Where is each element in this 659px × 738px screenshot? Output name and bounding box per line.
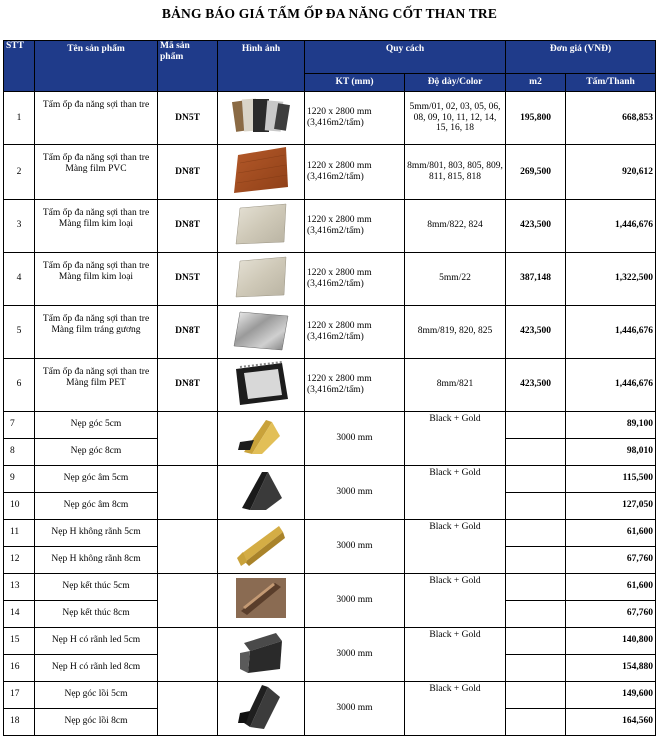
price-sheet-cell: 61,600 (566, 519, 656, 546)
product-code-cell (158, 411, 218, 465)
product-name-cell: Nẹp kết thúc 5cm (35, 573, 158, 600)
product-code-cell: DN8T (158, 199, 218, 252)
price-m2-cell (506, 519, 566, 546)
table-row (4, 519, 656, 546)
price-sheet-cell: 1,446,676 (566, 199, 656, 252)
product-image-cell (218, 92, 305, 145)
gold-h-trim-image (235, 522, 287, 570)
header-image: Hình ảnh (218, 41, 305, 92)
product-code-cell: DN8T (158, 358, 218, 411)
mirror-panel-image (230, 306, 292, 358)
stt-cell: 15 (4, 627, 35, 654)
stt-cell: 4 (4, 252, 35, 305)
kt-cell: 1220 x 2800 mm (3,416m2/tấm) (305, 145, 405, 200)
product-image-cell (218, 465, 305, 519)
product-code-cell (158, 627, 218, 681)
header-product-name: Tên sản phẩm (35, 41, 158, 92)
product-code-cell (158, 681, 218, 735)
product-image-cell (218, 305, 305, 358)
product-image-cell (218, 627, 305, 681)
kt-cell: 3000 mm (305, 681, 405, 735)
kt-cell: 1220 x 2800 mm (3,416m2/tấm) (305, 92, 405, 145)
product-image-cell (218, 199, 305, 252)
black-inner-corner-image (236, 468, 286, 516)
product-name-cell: Tấm ốp đa năng sợi than tre Màng film kim loại (35, 252, 158, 305)
price-m2-cell (506, 438, 566, 465)
kt-cell: 1220 x 2800 mm (3,416m2/tấm) (305, 199, 405, 252)
stt-cell: 17 (4, 681, 35, 708)
price-m2-cell (506, 411, 566, 438)
color-cell: Black + Gold (405, 519, 506, 573)
stt-cell: 5 (4, 305, 35, 358)
product-name-cell: Nẹp góc 8cm (35, 438, 158, 465)
product-image-cell (218, 519, 305, 573)
stt-cell: 16 (4, 654, 35, 681)
price-m2-cell (506, 654, 566, 681)
thickness-cell: 8mm/822, 824 (405, 199, 506, 252)
price-sheet-cell: 61,600 (566, 573, 656, 600)
table-row (4, 92, 656, 145)
price-m2-cell (506, 627, 566, 654)
product-name-cell: Nẹp góc 5cm (35, 411, 158, 438)
product-code-cell: DN8T (158, 145, 218, 200)
color-cell: Black + Gold (405, 681, 506, 735)
stt-cell: 11 (4, 519, 35, 546)
product-image-cell (218, 411, 305, 465)
price-sheet-cell: 67,760 (566, 600, 656, 627)
kt-cell: 1220 x 2800 mm (3,416m2/tấm) (305, 358, 405, 411)
header-stt: STT (4, 41, 35, 92)
black-outer-corner-image (236, 683, 286, 733)
table-row (4, 199, 656, 252)
price-m2-cell (506, 600, 566, 627)
price-sheet-cell: 1,322,500 (566, 252, 656, 305)
kt-cell: 1220 x 2800 mm (3,416m2/tấm) (305, 252, 405, 305)
product-image-cell (218, 573, 305, 627)
stt-cell: 18 (4, 708, 35, 735)
sample-swatches-image (230, 96, 292, 140)
product-code-cell: DN8T (158, 305, 218, 358)
product-code-cell (158, 519, 218, 573)
stt-cell: 12 (4, 546, 35, 573)
kt-cell: 3000 mm (305, 411, 405, 465)
product-name-cell: Nẹp góc lồi 5cm (35, 681, 158, 708)
product-image-cell (218, 358, 305, 411)
product-name-cell: Nẹp góc âm 8cm (35, 492, 158, 519)
table-row (4, 305, 656, 358)
thickness-cell: 8mm/801, 803, 805, 809, 811, 815, 818 (405, 145, 506, 200)
product-image-cell (218, 252, 305, 305)
table-row (4, 681, 656, 708)
price-m2-cell (506, 465, 566, 492)
thickness-cell: 8mm/819, 820, 825 (405, 305, 506, 358)
stt-cell: 6 (4, 358, 35, 411)
product-name-cell: Tấm ốp đa năng sợi than tre Màng film tráng gương (35, 305, 158, 358)
price-m2-cell (506, 681, 566, 708)
price-m2-cell: 423,500 (506, 305, 566, 358)
product-name-cell: Tấm ốp đa năng sợi than tre Màng film kim loại (35, 199, 158, 252)
table-row (4, 411, 656, 438)
price-sheet-cell: 164,560 (566, 708, 656, 735)
price-sheet-cell: 1,446,676 (566, 358, 656, 411)
price-m2-cell: 195,800 (506, 92, 566, 145)
header-kt: KT (mm) (305, 74, 405, 92)
product-name-cell: Nẹp góc lồi 8cm (35, 708, 158, 735)
product-name-cell: Nẹp H có rãnh led 5cm (35, 627, 158, 654)
stt-cell: 9 (4, 465, 35, 492)
wood-panel-image (230, 145, 292, 199)
stt-cell: 14 (4, 600, 35, 627)
price-sheet-cell: 127,050 (566, 492, 656, 519)
product-name-cell: Nẹp góc âm 5cm (35, 465, 158, 492)
thickness-cell: 5mm/22 (405, 252, 506, 305)
table-row (4, 358, 656, 411)
kt-cell: 1220 x 2800 mm (3,416m2/tấm) (305, 305, 405, 358)
header-sheet: Tấm/Thanh (566, 74, 656, 92)
color-cell: Black + Gold (405, 627, 506, 681)
product-image-cell (218, 145, 305, 200)
header-thickness: Độ dày/Color (405, 74, 506, 92)
price-sheet-cell: 140,800 (566, 627, 656, 654)
price-sheet-cell: 98,010 (566, 438, 656, 465)
product-name-cell: Tấm ốp đa năng sợi than tre Màng film PVC (35, 145, 158, 200)
price-m2-cell: 269,500 (506, 145, 566, 200)
kt-cell: 3000 mm (305, 627, 405, 681)
price-sheet-cell: 115,500 (566, 465, 656, 492)
bronze-end-trim-image (235, 577, 287, 623)
stt-cell: 1 (4, 92, 35, 145)
kt-cell: 3000 mm (305, 519, 405, 573)
product-code-cell: DN5T (158, 252, 218, 305)
color-cell: Black + Gold (405, 573, 506, 627)
product-code-cell (158, 573, 218, 627)
price-m2-cell (506, 573, 566, 600)
price-m2-cell: 423,500 (506, 358, 566, 411)
product-name-cell: Nẹp H không rãnh 8cm (35, 546, 158, 573)
color-cell: Black + Gold (405, 411, 506, 465)
gold-corner-trim-image (236, 416, 286, 460)
product-code-cell (158, 465, 218, 519)
stt-cell: 8 (4, 438, 35, 465)
product-image-cell (218, 681, 305, 735)
price-table (3, 40, 656, 736)
price-sheet-cell: 668,853 (566, 92, 656, 145)
stt-cell: 2 (4, 145, 35, 200)
metal-panel-image (230, 253, 292, 305)
price-m2-cell: 423,500 (506, 199, 566, 252)
price-m2-cell (506, 492, 566, 519)
stt-cell: 10 (4, 492, 35, 519)
price-sheet-cell: 1,446,676 (566, 305, 656, 358)
price-sheet-cell: 89,100 (566, 411, 656, 438)
product-name-cell: Nẹp H không rãnh 5cm (35, 519, 158, 546)
price-sheet-cell: 149,600 (566, 681, 656, 708)
product-code-cell: DN5T (158, 92, 218, 145)
kt-cell: 3000 mm (305, 573, 405, 627)
price-sheet-cell: 920,612 (566, 145, 656, 200)
price-m2-cell (506, 708, 566, 735)
thickness-cell: 5mm/01, 02, 03, 05, 06, 08, 09, 10, 11, 12, 14, 15, 16, 18 (405, 92, 506, 145)
product-name-cell: Tấm ốp đa năng sợi than tre Màng film PET (35, 358, 158, 411)
header-product-code: Mã sản phẩm (158, 41, 218, 92)
stt-cell: 7 (4, 411, 35, 438)
kt-cell: 3000 mm (305, 465, 405, 519)
header-spec: Quy cách (305, 41, 506, 74)
header-m2: m2 (506, 74, 566, 92)
table-row (4, 627, 656, 654)
product-name-cell: Nẹp kết thúc 8cm (35, 600, 158, 627)
price-m2-cell (506, 546, 566, 573)
product-name-cell: Tấm ốp đa năng sợi than tre (35, 92, 158, 145)
price-sheet-cell: 154,880 (566, 654, 656, 681)
table-row (4, 145, 656, 200)
stt-cell: 13 (4, 573, 35, 600)
price-m2-cell: 387,148 (506, 252, 566, 305)
header-price: Đơn giá (VNĐ) (506, 41, 656, 74)
led-h-trim-image (236, 629, 286, 679)
table-row (4, 252, 656, 305)
stt-cell: 3 (4, 199, 35, 252)
table-row (4, 465, 656, 492)
pet-panel-image (230, 359, 292, 411)
table-row (4, 573, 656, 600)
color-cell: Black + Gold (405, 465, 506, 519)
page-title: BẢNG BÁO GIÁ TẤM ỐP ĐA NĂNG CỐT THAN TRE (161, 6, 498, 21)
thickness-cell: 8mm/821 (405, 358, 506, 411)
metal-panel-image (230, 200, 292, 252)
price-sheet-cell: 67,760 (566, 546, 656, 573)
product-name-cell: Nẹp H có rãnh led 8cm (35, 654, 158, 681)
